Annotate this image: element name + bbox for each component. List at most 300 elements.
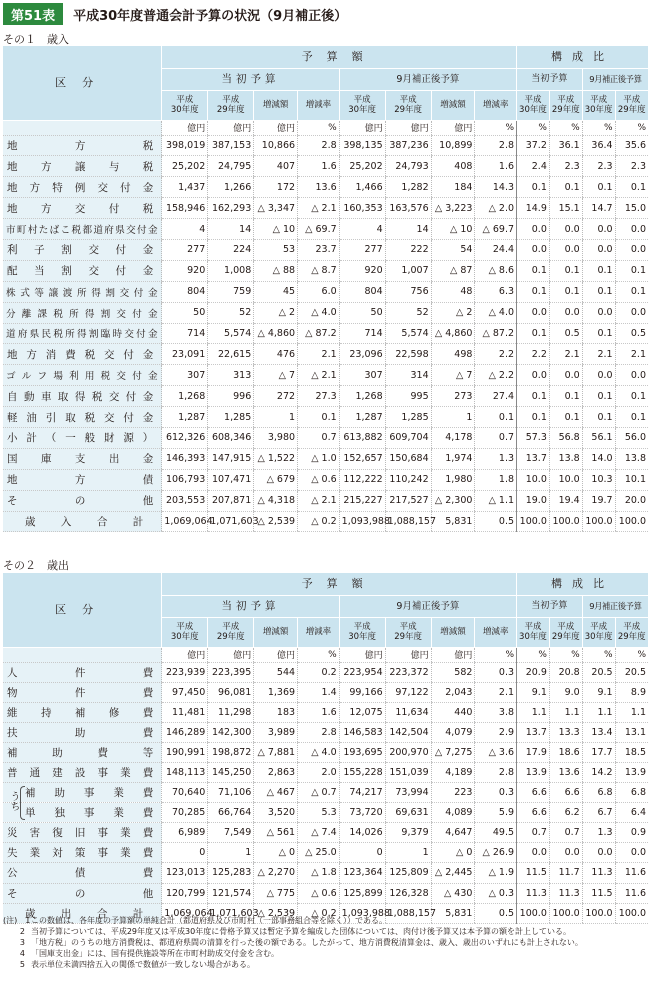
header-zougenritsu bbox=[475, 617, 517, 647]
value-cell: 48 bbox=[431, 281, 475, 302]
header-heisei: 平成 bbox=[557, 95, 575, 105]
value-cell: 277 bbox=[162, 239, 208, 260]
value-cell: 74,217 bbox=[339, 783, 385, 803]
row-label: 単独事業費 bbox=[3, 803, 162, 823]
value-cell: 1 bbox=[208, 843, 254, 863]
value-cell: 155,228 bbox=[339, 762, 385, 782]
value-cell: △ 1.0 bbox=[298, 448, 340, 469]
value-cell: 440 bbox=[431, 702, 475, 722]
value-cell: △ 0 bbox=[431, 843, 475, 863]
unit-cell: % bbox=[517, 120, 550, 135]
row-label: 地方消費税交付金 bbox=[3, 344, 162, 365]
header-fy-label: 29年度 bbox=[216, 105, 245, 115]
header-fy29 bbox=[615, 617, 648, 647]
value-cell: △ 7.4 bbox=[298, 823, 340, 843]
header-yosan: 予算額 bbox=[162, 46, 517, 68]
value-cell: 11.7 bbox=[549, 863, 582, 883]
value-cell: 0.1 bbox=[298, 407, 340, 428]
value-cell: △ 10 bbox=[254, 219, 298, 240]
value-cell: △ 0.2 bbox=[298, 903, 340, 923]
header-heisei: 平成 bbox=[222, 95, 240, 105]
table-row bbox=[3, 662, 648, 682]
value-cell: 184 bbox=[431, 177, 475, 198]
value-cell: 5,831 bbox=[431, 511, 475, 532]
note-item bbox=[3, 926, 648, 937]
value-cell: 20.0 bbox=[615, 490, 648, 511]
header-yosan: 予算額 bbox=[162, 573, 517, 595]
value-cell: 0.1 bbox=[549, 281, 582, 302]
value-cell: 10,866 bbox=[254, 135, 298, 156]
value-cell: 99,166 bbox=[339, 682, 385, 702]
header-fy-label: 29年度 bbox=[551, 105, 580, 115]
value-cell: 203,553 bbox=[162, 490, 208, 511]
value-cell: 22,598 bbox=[385, 344, 431, 365]
value-cell: 14 bbox=[208, 219, 254, 240]
header-heisei: 平成 bbox=[623, 622, 641, 632]
table-row bbox=[3, 239, 648, 260]
value-cell: 69,631 bbox=[385, 803, 431, 823]
value-cell: 147,915 bbox=[208, 448, 254, 469]
value-cell: 10.1 bbox=[615, 469, 648, 490]
value-cell: 146,289 bbox=[162, 722, 208, 742]
value-cell: 1,088,157 bbox=[385, 903, 431, 923]
value-cell: △ 561 bbox=[254, 823, 298, 843]
header-zougenritsu-label: 増減率 bbox=[482, 627, 509, 637]
value-cell: 387,236 bbox=[385, 135, 431, 156]
table-row bbox=[3, 156, 648, 177]
row-label: 扶助費 bbox=[3, 722, 162, 742]
header-zougen-label: 増減額 bbox=[262, 100, 289, 110]
header-hosei: 9月補正後予算 bbox=[339, 595, 516, 617]
uchi-label: うち bbox=[8, 791, 19, 811]
header-fy-label: 29年度 bbox=[394, 632, 423, 642]
value-cell: 6.6 bbox=[517, 783, 550, 803]
header-heisei: 平成 bbox=[353, 622, 371, 632]
value-cell: 4 bbox=[339, 219, 385, 240]
value-cell: 0.1 bbox=[615, 281, 648, 302]
value-cell: 1,071,603 bbox=[208, 511, 254, 532]
value-cell: 100.0 bbox=[517, 511, 550, 532]
value-cell: △ 2,539 bbox=[254, 903, 298, 923]
value-cell: 0.0 bbox=[549, 219, 582, 240]
value-cell: 13.8 bbox=[549, 448, 582, 469]
row-label: 公債費 bbox=[3, 863, 162, 883]
value-cell: 0.7 bbox=[549, 823, 582, 843]
header-fy29 bbox=[208, 617, 254, 647]
value-cell: 0.1 bbox=[517, 281, 550, 302]
value-cell: 163,576 bbox=[385, 198, 431, 219]
unit-row-label bbox=[3, 120, 162, 135]
value-cell: 6.0 bbox=[298, 281, 340, 302]
expenditure-table bbox=[3, 573, 648, 924]
value-cell: 11.3 bbox=[549, 883, 582, 903]
value-cell: 1,369 bbox=[254, 682, 298, 702]
header-fy29 bbox=[549, 90, 582, 120]
value-cell: 73,720 bbox=[339, 803, 385, 823]
table-row bbox=[3, 490, 648, 511]
row-label: 災害復旧事業費 bbox=[3, 823, 162, 843]
value-cell: 123,364 bbox=[339, 863, 385, 883]
value-cell: 6.6 bbox=[549, 783, 582, 803]
header-zougen bbox=[431, 617, 475, 647]
value-cell: 4,079 bbox=[431, 722, 475, 742]
value-cell: 217,527 bbox=[385, 490, 431, 511]
value-cell: 224 bbox=[208, 239, 254, 260]
value-cell: 0 bbox=[162, 843, 208, 863]
value-cell: 223,372 bbox=[385, 662, 431, 682]
value-cell: 2.1 bbox=[615, 344, 648, 365]
value-cell: 759 bbox=[208, 281, 254, 302]
value-cell: 73,994 bbox=[385, 783, 431, 803]
note-number: 4 bbox=[19, 949, 25, 958]
value-cell: 106,793 bbox=[162, 469, 208, 490]
value-cell: 7,549 bbox=[208, 823, 254, 843]
value-cell: 1,071,603 bbox=[208, 903, 254, 923]
row-label: 地方譲与税 bbox=[3, 156, 162, 177]
value-cell: 11.6 bbox=[615, 883, 648, 903]
value-cell: 0.5 bbox=[549, 323, 582, 344]
value-cell: 13.9 bbox=[615, 762, 648, 782]
value-cell: 56.8 bbox=[549, 427, 582, 448]
value-cell: △ 7,275 bbox=[431, 742, 475, 762]
header-zougenritsu bbox=[475, 90, 517, 120]
unit-cell: 億円 bbox=[385, 647, 431, 662]
note-number: 3 bbox=[19, 938, 25, 947]
header-heisei: 平成 bbox=[623, 95, 641, 105]
value-cell: 0.0 bbox=[517, 365, 550, 386]
value-cell: 13.6 bbox=[298, 177, 340, 198]
table-row bbox=[3, 260, 648, 281]
value-cell: 0.0 bbox=[517, 843, 550, 863]
value-cell: △ 467 bbox=[254, 783, 298, 803]
value-cell: 223,939 bbox=[162, 662, 208, 682]
table-row bbox=[3, 302, 648, 323]
header-zougenritsu-label: 増減率 bbox=[482, 100, 509, 110]
unit-cell: 億円 bbox=[162, 120, 208, 135]
value-cell: 4,647 bbox=[431, 823, 475, 843]
value-cell: 2.3 bbox=[549, 156, 582, 177]
value-cell: 9,379 bbox=[385, 823, 431, 843]
value-cell: 1,093,988 bbox=[339, 511, 385, 532]
value-cell: △ 1.1 bbox=[475, 490, 517, 511]
value-cell: 52 bbox=[385, 302, 431, 323]
table-row bbox=[3, 344, 648, 365]
value-cell: 5.9 bbox=[475, 803, 517, 823]
unit-cell: 億円 bbox=[162, 647, 208, 662]
value-cell: 200,970 bbox=[385, 742, 431, 762]
value-cell: 0.1 bbox=[517, 323, 550, 344]
value-cell: 193,695 bbox=[339, 742, 385, 762]
value-cell: 0.0 bbox=[549, 239, 582, 260]
value-cell: 223,395 bbox=[208, 662, 254, 682]
value-cell: 0.5 bbox=[475, 903, 517, 923]
value-cell: 13.6 bbox=[549, 762, 582, 782]
row-label: 小計（一般財源） bbox=[3, 427, 162, 448]
value-cell: 14 bbox=[385, 219, 431, 240]
value-cell: 14.3 bbox=[475, 177, 517, 198]
value-cell: 100.0 bbox=[517, 903, 550, 923]
table-row bbox=[3, 803, 648, 823]
value-cell: △ 3,347 bbox=[254, 198, 298, 219]
value-cell: 804 bbox=[339, 281, 385, 302]
value-cell: 9.1 bbox=[582, 682, 615, 702]
value-cell: △ 4,860 bbox=[431, 323, 475, 344]
value-cell: 17.9 bbox=[517, 742, 550, 762]
value-cell: 613,882 bbox=[339, 427, 385, 448]
value-cell: 71,106 bbox=[208, 783, 254, 803]
value-cell: 183 bbox=[254, 702, 298, 722]
row-label: 国庫支出金 bbox=[3, 448, 162, 469]
table-row bbox=[3, 511, 648, 532]
table-row bbox=[3, 323, 648, 344]
value-cell: 1,093,988 bbox=[339, 903, 385, 923]
value-cell: △ 2,445 bbox=[431, 863, 475, 883]
value-cell: 307 bbox=[162, 365, 208, 386]
value-cell: △ 2.1 bbox=[298, 365, 340, 386]
value-cell: 1 bbox=[385, 843, 431, 863]
value-cell: △ 25.0 bbox=[298, 843, 340, 863]
note-text: 「地方税」のうちの地方消費税は、都道府県間の清算を行った後の額である。したがって、地方消費税清算金は、歳入、歳出のいずれにも計上されない。 bbox=[31, 938, 583, 947]
value-cell: △ 8.6 bbox=[475, 260, 517, 281]
value-cell: 2.2 bbox=[517, 344, 550, 365]
value-cell: 2,863 bbox=[254, 762, 298, 782]
value-cell: 1 bbox=[431, 407, 475, 428]
value-cell: 20.9 bbox=[517, 662, 550, 682]
unit-cell: % bbox=[582, 647, 615, 662]
value-cell: 100.0 bbox=[582, 903, 615, 923]
value-cell: 1.4 bbox=[298, 682, 340, 702]
unit-cell: 億円 bbox=[339, 647, 385, 662]
value-cell: 56.0 bbox=[615, 427, 648, 448]
value-cell: 2.8 bbox=[475, 135, 517, 156]
value-cell: 18.6 bbox=[549, 742, 582, 762]
header-fy30 bbox=[582, 90, 615, 120]
value-cell: 36.4 bbox=[582, 135, 615, 156]
value-cell: 2.4 bbox=[517, 156, 550, 177]
row-label: 維持補修費 bbox=[3, 702, 162, 722]
value-cell: 96,081 bbox=[208, 682, 254, 702]
value-cell: 23,096 bbox=[339, 344, 385, 365]
value-cell: 6.7 bbox=[582, 803, 615, 823]
header-fy-label: 29年度 bbox=[617, 632, 646, 642]
header-heisei: 平成 bbox=[557, 622, 575, 632]
unit-cell: 億円 bbox=[208, 647, 254, 662]
value-cell: 11,298 bbox=[208, 702, 254, 722]
header-fy-label: 30年度 bbox=[519, 632, 547, 642]
value-cell: 160,353 bbox=[339, 198, 385, 219]
header-heisei: 平成 bbox=[222, 622, 240, 632]
title-bar bbox=[0, 0, 650, 28]
row-label: 歳出合計 bbox=[3, 903, 162, 923]
value-cell: 0.0 bbox=[549, 302, 582, 323]
value-cell: 3,989 bbox=[254, 722, 298, 742]
header-heisei: 平成 bbox=[399, 95, 417, 105]
value-cell: 8.9 bbox=[615, 682, 648, 702]
value-cell: 52 bbox=[208, 302, 254, 323]
value-cell: 24.4 bbox=[475, 239, 517, 260]
value-cell: 4 bbox=[162, 219, 208, 240]
value-cell: 45 bbox=[254, 281, 298, 302]
row-label: 地方債 bbox=[3, 469, 162, 490]
header-heisei: 平成 bbox=[590, 622, 608, 632]
value-cell: 125,283 bbox=[208, 863, 254, 883]
value-cell: 112,222 bbox=[339, 469, 385, 490]
table-row bbox=[3, 365, 648, 386]
value-cell: 20.5 bbox=[615, 662, 648, 682]
value-cell: 996 bbox=[208, 386, 254, 407]
value-cell: 1.1 bbox=[517, 702, 550, 722]
value-cell: 1,466 bbox=[339, 177, 385, 198]
value-cell: 158,946 bbox=[162, 198, 208, 219]
value-cell: 0.0 bbox=[615, 239, 648, 260]
value-cell: 10,899 bbox=[431, 135, 475, 156]
value-cell: 0.1 bbox=[517, 407, 550, 428]
table-row bbox=[3, 427, 648, 448]
table-row bbox=[3, 448, 648, 469]
unit-cell: % bbox=[298, 647, 340, 662]
section-expenditure-label: その２ 歳出 bbox=[3, 559, 69, 572]
value-cell: 120,799 bbox=[162, 883, 208, 903]
value-cell: 6.8 bbox=[582, 783, 615, 803]
value-cell: 612,326 bbox=[162, 427, 208, 448]
value-cell: 1,008 bbox=[208, 260, 254, 281]
value-cell: △ 2 bbox=[431, 302, 475, 323]
value-cell: 408 bbox=[431, 156, 475, 177]
value-cell: 2.8 bbox=[298, 722, 340, 742]
value-cell: 608,346 bbox=[208, 427, 254, 448]
note-item bbox=[3, 915, 648, 926]
value-cell: 25,202 bbox=[339, 156, 385, 177]
row-label: 人件費 bbox=[3, 662, 162, 682]
value-cell: 0.1 bbox=[582, 281, 615, 302]
value-cell: 107,471 bbox=[208, 469, 254, 490]
value-cell: △ 8.7 bbox=[298, 260, 340, 281]
value-cell: 0.1 bbox=[615, 386, 648, 407]
value-cell: △ 1.8 bbox=[298, 863, 340, 883]
value-cell: 1,282 bbox=[385, 177, 431, 198]
value-cell: △ 26.9 bbox=[475, 843, 517, 863]
header-fy-label: 30年度 bbox=[584, 105, 613, 115]
header-kubun: 区分 bbox=[3, 573, 162, 647]
value-cell: 125,899 bbox=[339, 883, 385, 903]
table-row bbox=[3, 883, 648, 903]
page-title: 平成30年度普通会計予算の状況（9月補正後） bbox=[73, 8, 348, 24]
section-revenue-label: その１ 歳入 bbox=[3, 33, 69, 46]
value-cell: 13.8 bbox=[615, 448, 648, 469]
value-cell: 5,574 bbox=[385, 323, 431, 344]
value-cell: 920 bbox=[162, 260, 208, 281]
value-cell: 1,266 bbox=[208, 177, 254, 198]
value-cell: △ 7,881 bbox=[254, 742, 298, 762]
value-cell: 6.4 bbox=[615, 803, 648, 823]
header-kosei-tousho: 当初予算 bbox=[517, 595, 583, 617]
value-cell: 407 bbox=[254, 156, 298, 177]
value-cell: 1,980 bbox=[431, 469, 475, 490]
value-cell: 1,007 bbox=[385, 260, 431, 281]
value-cell: 172 bbox=[254, 177, 298, 198]
header-fy29 bbox=[615, 90, 648, 120]
value-cell: 207,871 bbox=[208, 490, 254, 511]
value-cell: 0.1 bbox=[517, 260, 550, 281]
value-cell: 19.0 bbox=[517, 490, 550, 511]
note-number: 2 bbox=[19, 927, 25, 936]
value-cell: 3,520 bbox=[254, 803, 298, 823]
value-cell: △ 4,318 bbox=[254, 490, 298, 511]
value-cell: 10.0 bbox=[517, 469, 550, 490]
value-cell: 2.3 bbox=[582, 156, 615, 177]
value-cell: 4,189 bbox=[431, 762, 475, 782]
value-cell: 3.8 bbox=[475, 702, 517, 722]
note-item bbox=[3, 937, 648, 948]
header-zougen bbox=[431, 90, 475, 120]
value-cell: 0.0 bbox=[582, 843, 615, 863]
value-cell: 0.0 bbox=[615, 219, 648, 240]
value-cell: 11,481 bbox=[162, 702, 208, 722]
value-cell: 1,069,064 bbox=[162, 903, 208, 923]
value-cell: 162,293 bbox=[208, 198, 254, 219]
value-cell: 0.0 bbox=[517, 239, 550, 260]
value-cell: 11,634 bbox=[385, 702, 431, 722]
value-cell: △ 679 bbox=[254, 469, 298, 490]
value-cell: 27.4 bbox=[475, 386, 517, 407]
header-fy-label: 30年度 bbox=[584, 632, 613, 642]
value-cell: 398,019 bbox=[162, 135, 208, 156]
header-heisei: 平成 bbox=[524, 95, 542, 105]
value-cell: 13.9 bbox=[517, 762, 550, 782]
header-kosei: 構成比 bbox=[517, 46, 648, 68]
value-cell: △ 430 bbox=[431, 883, 475, 903]
unit-cell: 億円 bbox=[254, 120, 298, 135]
table-row bbox=[3, 702, 648, 722]
value-cell: 1 bbox=[254, 407, 298, 428]
value-cell: 0.1 bbox=[517, 386, 550, 407]
table-row bbox=[3, 742, 648, 762]
value-cell: 2.9 bbox=[475, 722, 517, 742]
value-cell: 0.1 bbox=[549, 260, 582, 281]
value-cell: 1.6 bbox=[475, 156, 517, 177]
value-cell: 148,113 bbox=[162, 762, 208, 782]
header-heisei: 平成 bbox=[176, 622, 194, 632]
value-cell: 0.1 bbox=[615, 260, 648, 281]
header-fy29 bbox=[385, 90, 431, 120]
header-zougenritsu-label: 増減率 bbox=[305, 627, 332, 637]
note-item bbox=[3, 948, 648, 959]
value-cell: 1.6 bbox=[298, 702, 340, 722]
header-fy-label: 29年度 bbox=[617, 105, 646, 115]
value-cell: 5,574 bbox=[208, 323, 254, 344]
row-label: 補助費等 bbox=[3, 742, 162, 762]
value-cell: 0.3 bbox=[475, 662, 517, 682]
unit-row-label bbox=[3, 647, 162, 662]
value-cell: 0.1 bbox=[582, 386, 615, 407]
value-cell: 2.8 bbox=[475, 762, 517, 782]
value-cell: 1,088,157 bbox=[385, 511, 431, 532]
value-cell: 277 bbox=[339, 239, 385, 260]
value-cell: △ 7 bbox=[431, 365, 475, 386]
value-cell: 3,980 bbox=[254, 427, 298, 448]
uchi-bracket bbox=[20, 786, 25, 820]
value-cell: 0.0 bbox=[582, 239, 615, 260]
header-heisei: 平成 bbox=[176, 95, 194, 105]
row-label: 株式等譲渡所得割交付金 bbox=[3, 281, 162, 302]
value-cell: 14.7 bbox=[582, 198, 615, 219]
note-text: 表示単位未満四捨五入の関係で数値が一致しない場合がある。 bbox=[31, 960, 255, 969]
unit-cell: 億円 bbox=[385, 120, 431, 135]
header-kosei-hosei: 9月補正後予算 bbox=[582, 68, 648, 90]
header-heisei: 平成 bbox=[399, 622, 417, 632]
value-cell: △ 69.7 bbox=[298, 219, 340, 240]
note-text: 「国庫支出金」には、国有提供施設等所在市町村助成交付金を含む。 bbox=[31, 949, 279, 958]
